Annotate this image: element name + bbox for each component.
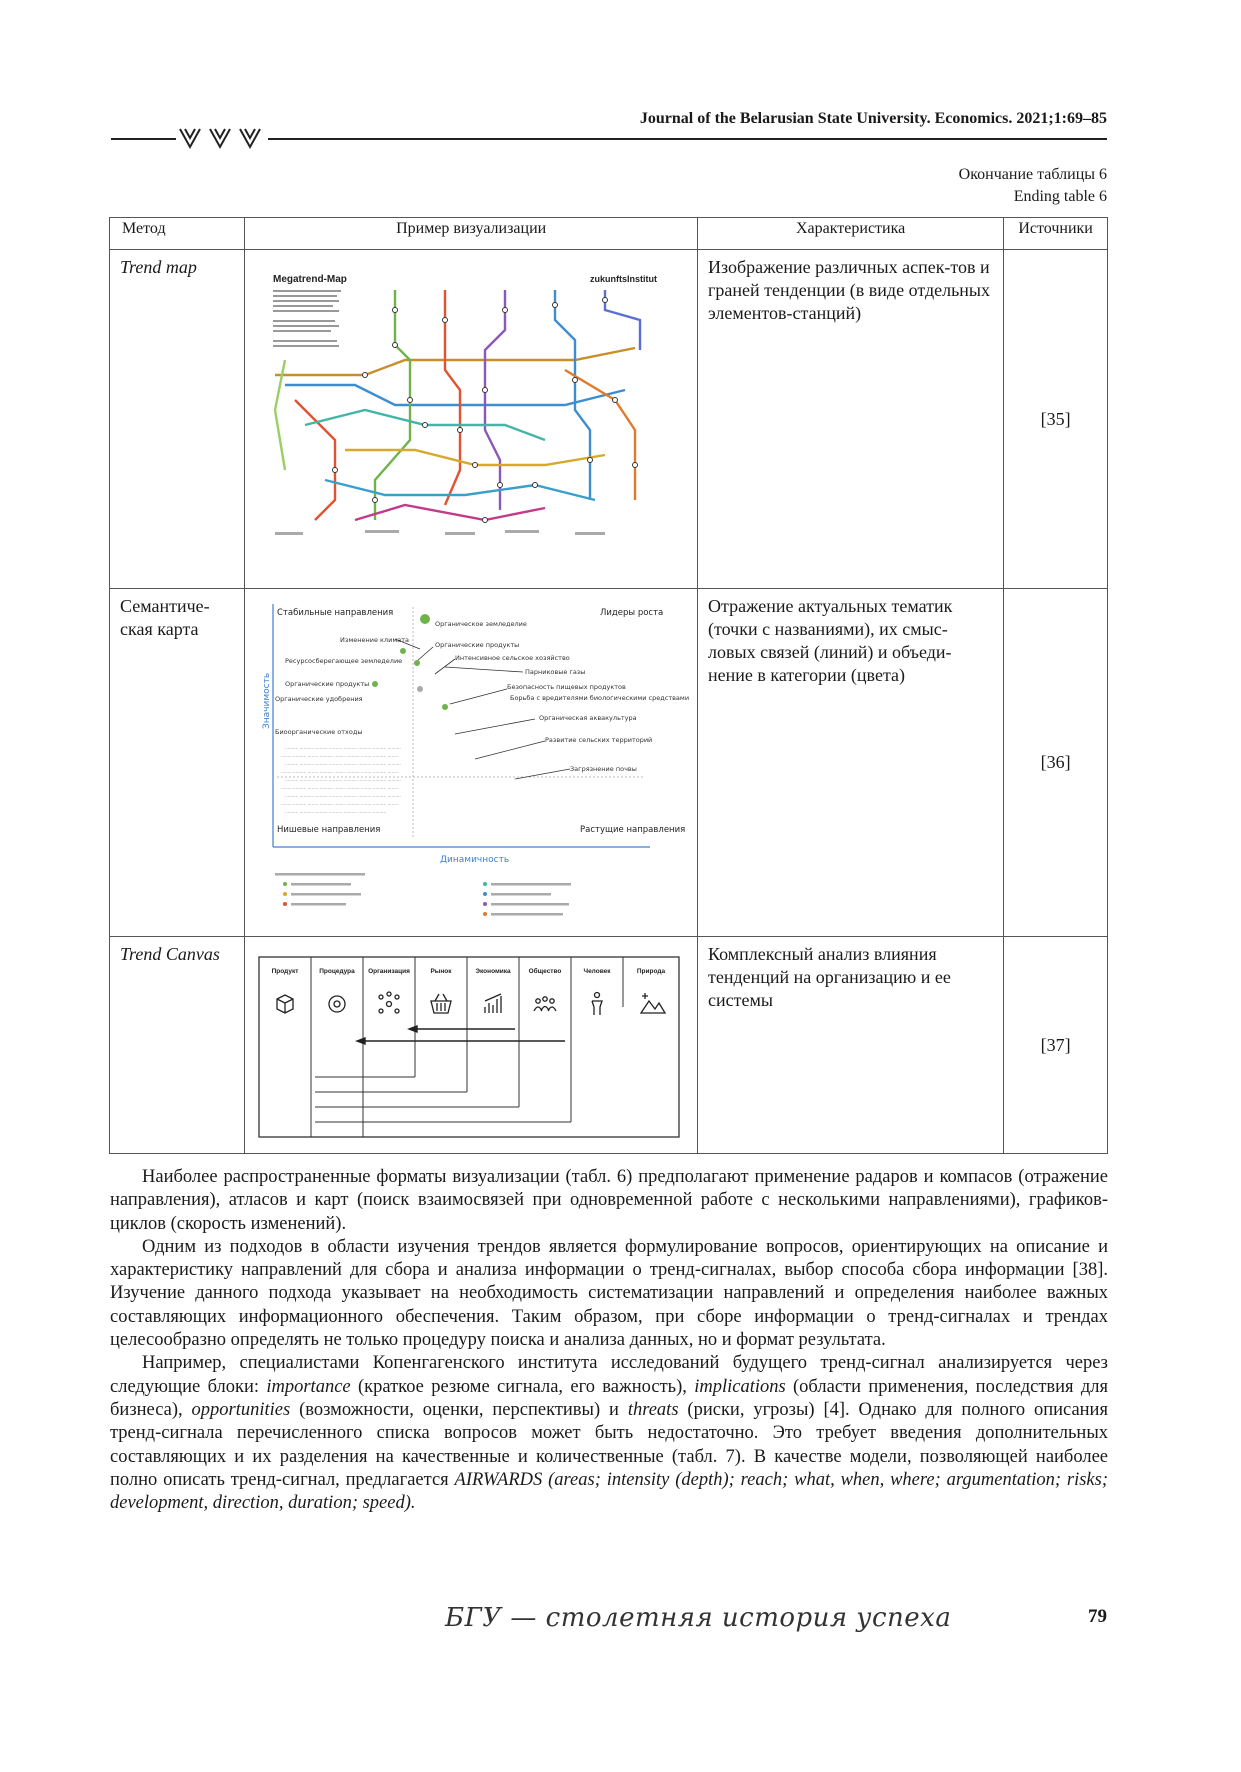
method-cell: Trend map <box>110 250 245 589</box>
svg-text:........ .......... ........: ........ .......... ........ .......... ........ .......... ........ .......... ........ <box>281 769 399 774</box>
paragraph: Одним из подходов в области изучения трендов является формулирование вопросов, ориентирующих на описание и характеристику направлений для сбора и анализа информации о тренд-сигналах, выбор способа сбора информации [38]. Изучение данного подхода указывает на необходимость систематизации направлений и определения наиболее важных составляющих информационного обеспечения. Таким образом, при сборе информации о тренд-сигналах и трендах целесообразно определять не только процедуру поиска и анализа данных, но и формат результата. <box>110 1236 1108 1351</box>
source-cell: [37] <box>1004 937 1108 1154</box>
table-continuation-ru: Окончание таблицы 6 <box>958 166 1107 183</box>
semantic-label: Органическая аквакультура <box>539 714 637 722</box>
source-cell: [36] <box>1004 589 1108 937</box>
canvas-col-label: Продукт <box>271 968 299 975</box>
semantic-label: Парниковые газы <box>525 668 586 676</box>
svg-text:.......... .......... ......: .......... .......... .......... .......... .......... .......... .......... .......... <box>285 761 402 766</box>
paragraph-text: (риски, угрозы) [4]. Однако для полного описания тренд-сигнала перечисленного списка вопросов может быть недостаточно. Это требует введения дополнительных составляющих и их разделения на качественные и количественные (табл. 7). В качестве модели, позволяющей наиболее полно описать тренд-сигнал, предлагается <box>110 1399 1108 1490</box>
term-airwards: AIRWARDS (areas; intensity (depth); reach; what, when, where; argumentation; risks; development, direction, duration; speed). <box>110 1469 1108 1514</box>
table-row <box>110 250 1108 589</box>
paragraph: Наиболее распространенные форматы визуализации (табл. 6) предполагают применение радаров и компасов (отражение направления), атласов и карт (поиск взаимосвязей при одновременной работе с несколькими направлениями), графиков-циклов (скорость изменений). <box>110 1167 1108 1234</box>
col-header-method: Метод <box>110 218 245 250</box>
characteristic-cell: Комплексный анализ влияния тенденций на организацию и ее системы <box>698 937 1004 1154</box>
semantic-bottom-right: Растущие направления <box>580 825 686 835</box>
svg-text:.......... .......... ......: .......... .......... .......... .......... .......... .......... .......... .......... <box>285 793 402 798</box>
col-header-characteristic: Характеристика <box>698 218 1004 250</box>
paragraph-text: (краткое резюме сигнала, его важность), <box>350 1376 695 1397</box>
paragraph-text: (области применения, последствия для бизнеса), <box>110 1376 1109 1420</box>
semantic-label: Органические продукты <box>435 641 520 649</box>
table-row <box>110 589 1108 937</box>
canvas-col-label: Рынок <box>430 968 452 975</box>
canvas-col-label: Процедура <box>319 968 356 975</box>
visualization-table <box>109 217 1108 1154</box>
bsu-logo-icon <box>176 121 268 155</box>
col-header-visualization: Пример визуализации <box>245 218 698 250</box>
journal-header: Journal of the Belarusian State University. Economics. 2021;1:69–85 <box>639 110 1107 127</box>
semantic-label: Загрязнение почвы <box>570 765 638 773</box>
svg-text:........ .......... ........: ........ .......... ........ .......... ........ .......... ........ .......... ........ <box>281 753 399 758</box>
table-continuation-en: Ending table 6 <box>1013 188 1107 205</box>
semantic-y-axis: Значимость <box>262 672 273 729</box>
semantic-bottom-left: Нишевые направления <box>277 825 381 835</box>
term-importance: importance <box>266 1376 351 1397</box>
semantic-label: Безопасность пищевых продуктов <box>507 683 627 691</box>
semantic-label: Изменение климата <box>340 636 410 644</box>
trend-map-brand: zukunftsInstitut <box>590 274 658 284</box>
semantic-label: Ресурсосберегающее земледелие <box>285 657 403 665</box>
characteristic-cell: Изображение различных аспек-тов и граней тенденции (в виде отдельных элементов-станций) <box>698 250 1004 589</box>
semantic-label: Органическое земледелие <box>435 620 528 628</box>
svg-text:.......... .......... ......: .......... .......... .......... .......... .......... .......... .......... <box>285 809 387 814</box>
canvas-col-label: Общество <box>528 968 562 975</box>
semantic-label: Борьба с вредителями биологическими средствами <box>510 694 690 702</box>
svg-text:.......... .......... ......: .......... .......... .......... .......... .......... .......... .......... .......... <box>285 777 402 782</box>
semantic-label: Биоорганические отходы <box>275 728 363 736</box>
term-implications: implications <box>694 1376 786 1397</box>
table-row <box>110 937 1108 1154</box>
trend-map-title: Megatrend-Map <box>273 274 348 285</box>
paragraph <box>110 1352 1108 1515</box>
semantic-x-axis: Динамичность <box>440 855 510 865</box>
svg-text:.......... .......... ......: .......... .......... .......... .......... .......... .......... .......... .......... <box>285 745 402 750</box>
semantic-label: Органические продукты <box>285 680 370 688</box>
footer-motto: БГУ — столетняя история успеха <box>445 1603 952 1633</box>
term-opportunities: opportunities <box>191 1399 291 1420</box>
method-cell: Семантиче-ская карта <box>110 589 245 937</box>
trend-map-figure <box>245 250 698 589</box>
semantic-top-left: Стабильные направления <box>277 608 394 618</box>
canvas-col-label: Экономика <box>475 968 511 975</box>
svg-text:........ .......... ........: ........ .......... ........ .......... ........ .......... ........ .......... ........ <box>281 801 399 806</box>
semantic-top-right: Лидеры роста <box>600 608 664 618</box>
col-header-sources: Источники <box>1004 218 1108 250</box>
trend-canvas-figure <box>245 937 698 1154</box>
characteristic-cell: Отражение актуальных тематик (точки с названиями), их смыс-ловых связей (линий) и объеди-нение в категории (цвета) <box>698 589 1004 937</box>
page-number: 79 <box>1088 1606 1107 1627</box>
table-header-row <box>110 218 1108 250</box>
semantic-label: Развитие сельских территорий <box>545 736 653 744</box>
svg-text:........ .......... ........: ........ .......... ........ .......... ........ .......... ........ .......... ........ <box>281 785 399 790</box>
source-cell: [35] <box>1004 250 1108 589</box>
method-cell: Trend Canvas <box>110 937 245 1154</box>
semantic-label: Органические удобрения <box>275 695 363 703</box>
body-text <box>110 1166 1108 1515</box>
canvas-col-label: Человек <box>583 968 611 975</box>
paragraph-text: Например, специалистами Копенгагенского института исследований будущего тренд-сигнал анализируется через следующие блоки: <box>110 1353 1108 1397</box>
canvas-col-label: Организация <box>368 968 411 975</box>
semantic-label: Интенсивное сельское хозяйство <box>455 654 571 662</box>
paragraph-text: (возможности, оценки, перспективы) и <box>290 1399 628 1420</box>
term-threats: threats <box>627 1399 679 1420</box>
canvas-col-label: Природа <box>637 968 666 975</box>
semantic-map-figure <box>245 589 698 937</box>
